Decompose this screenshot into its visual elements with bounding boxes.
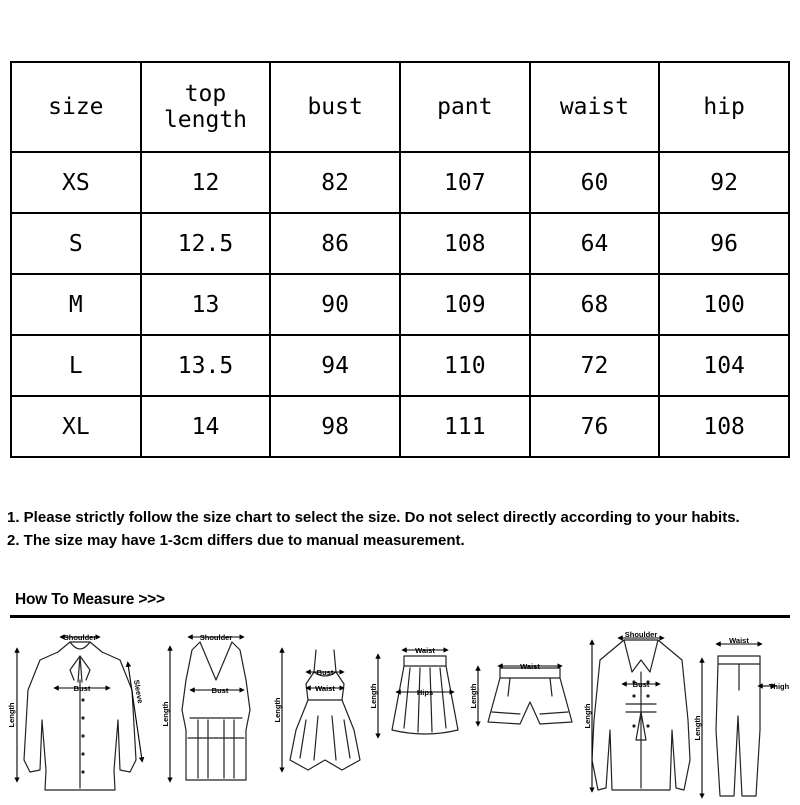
header-hip: hip	[659, 62, 789, 152]
table-cell: 96	[659, 213, 789, 274]
header-pant: pant	[400, 62, 530, 152]
table-row	[11, 274, 789, 335]
label-length: Length	[583, 703, 592, 729]
note-strict-size-chart: 1. Please strictly follow the size chart to select the size. Do not select directly according to your habits.	[7, 509, 740, 526]
table-cell: 108	[400, 213, 530, 274]
table-cell: 13	[141, 274, 271, 335]
table-cell: 14	[141, 396, 271, 457]
trousers-measure-icon	[716, 656, 760, 796]
table-cell: 68	[530, 274, 660, 335]
table-cell: 76	[530, 396, 660, 457]
label-bust: Bust	[211, 686, 229, 695]
table-cell: 100	[659, 274, 789, 335]
table-cell: 92	[659, 152, 789, 213]
label-bust: Bust	[73, 684, 91, 693]
table-cell: XL	[11, 396, 141, 457]
label-waist: Waist	[415, 646, 435, 655]
label-length: Length	[273, 697, 282, 723]
table-cell: 98	[270, 396, 400, 457]
label-waist: Waist	[729, 636, 749, 645]
how-to-measure-title: How To Measure	[15, 591, 135, 608]
table-cell: 110	[400, 335, 530, 396]
table-cell: 107	[400, 152, 530, 213]
label-thigh: Thigh	[768, 682, 790, 691]
table-cell: 94	[270, 335, 400, 396]
label-sleeve: Sleeve	[131, 679, 145, 705]
table-header-row	[11, 62, 789, 152]
table-cell: L	[11, 335, 141, 396]
table-cell: 13.5	[141, 335, 271, 396]
table-row	[11, 396, 789, 457]
table-cell: 86	[270, 213, 400, 274]
label-shoulder: Shoulder	[199, 633, 233, 642]
label-length: Length	[693, 715, 702, 741]
size-notes	[7, 507, 793, 551]
vneck-top-measure-icon	[182, 642, 250, 780]
table-cell: 12.5	[141, 213, 271, 274]
note-measurement-tolerance: 2. The size may have 1-3cm differs due to manual measurement.	[7, 532, 465, 549]
label-bust: Bust	[632, 680, 650, 689]
label-waist: Waist	[315, 684, 335, 693]
table-cell: 12	[141, 152, 271, 213]
label-length: Length	[369, 683, 378, 709]
table-cell: 90	[270, 274, 400, 335]
table-cell: 72	[530, 335, 660, 396]
label-shoulder: Shoulder	[624, 630, 658, 639]
header-bust: bust	[270, 62, 400, 152]
label-length: Length	[161, 701, 170, 727]
label-bust: Bust	[316, 668, 334, 677]
trench-coat-measure-icon	[592, 640, 690, 790]
label-length: Length	[469, 683, 478, 709]
label-shoulder: Shoulder	[63, 633, 97, 642]
heading-divider	[10, 615, 790, 618]
shorts-measure-icon	[488, 668, 572, 724]
header-size: size	[11, 62, 141, 152]
table-row	[11, 213, 789, 274]
table-row	[11, 335, 789, 396]
how-to-measure-heading	[15, 591, 165, 609]
label-hips: Hips	[416, 688, 434, 697]
measurement-illustrations	[0, 620, 800, 800]
table-cell: 108	[659, 396, 789, 457]
header-top-length: top length	[141, 62, 271, 152]
table-cell: 111	[400, 396, 530, 457]
table-cell: 104	[659, 335, 789, 396]
blouse-measure-icon	[24, 642, 136, 790]
table-cell: 109	[400, 274, 530, 335]
table-cell: M	[11, 274, 141, 335]
arrows-icon: >>>	[138, 591, 165, 608]
table-cell: 60	[530, 152, 660, 213]
label-waist: Waist	[520, 662, 540, 671]
label-length: Length	[7, 702, 16, 728]
table-row	[11, 152, 789, 213]
table-cell: 64	[530, 213, 660, 274]
table-cell: XS	[11, 152, 141, 213]
table-cell: S	[11, 213, 141, 274]
table-cell: 82	[270, 152, 400, 213]
header-waist: waist	[530, 62, 660, 152]
size-chart-table	[10, 61, 790, 458]
